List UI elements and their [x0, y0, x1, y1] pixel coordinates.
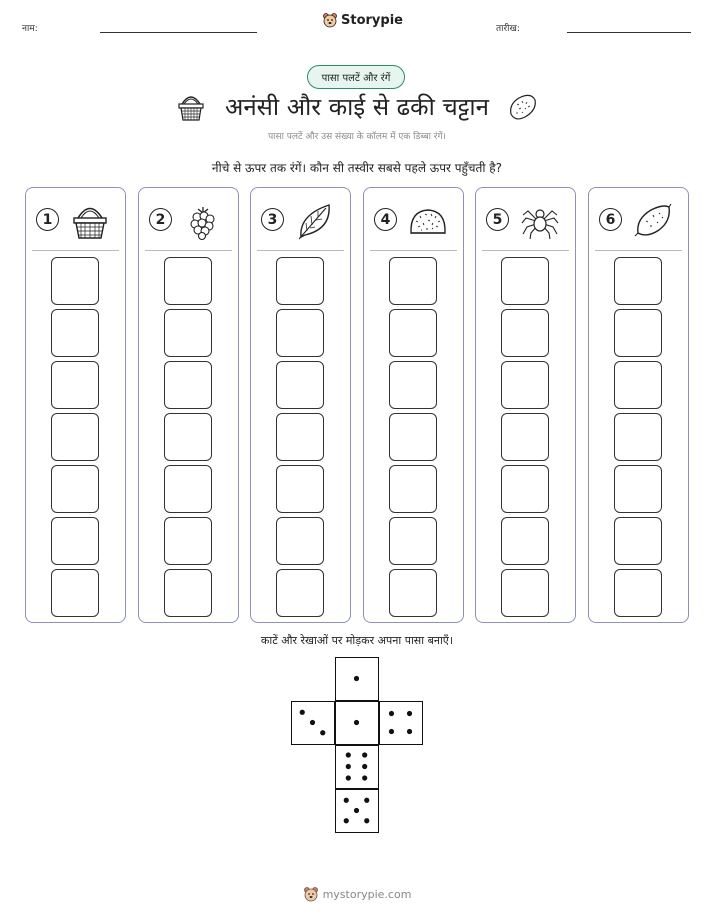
color-box[interactable]	[276, 309, 324, 357]
question-text: नीचे से ऊपर तक रंगें। कौन सी तस्वीर सबसे पहले ऊपर पहुँचती है?	[211, 161, 503, 175]
die-pip	[346, 752, 351, 757]
die-face-5	[335, 789, 379, 833]
color-box[interactable]	[164, 413, 212, 461]
color-box[interactable]	[614, 517, 662, 565]
die-pip	[354, 676, 359, 681]
die-pip	[310, 720, 315, 725]
raspberry-icon	[183, 201, 223, 241]
column-divider	[257, 250, 344, 251]
column-number: 3	[261, 208, 284, 231]
die-face-3	[291, 701, 335, 745]
bear-mascot-icon	[322, 12, 338, 28]
date-line[interactable]	[567, 32, 691, 33]
spider-icon	[520, 201, 560, 241]
column-divider	[595, 250, 682, 251]
page-title: अनंसी और काई से ढकी चट्टान	[225, 93, 489, 121]
die-pip	[346, 775, 351, 780]
die-pip	[389, 711, 394, 716]
die-pip	[300, 710, 305, 715]
color-box[interactable]	[501, 309, 549, 357]
color-box[interactable]	[276, 413, 324, 461]
color-box[interactable]	[51, 517, 99, 565]
name-line[interactable]	[100, 32, 257, 33]
color-box[interactable]	[501, 257, 549, 305]
column-divider	[482, 250, 569, 251]
column-divider	[32, 250, 119, 251]
color-box[interactable]	[614, 413, 662, 461]
leaf-icon	[295, 201, 335, 241]
column-number: 5	[486, 208, 509, 231]
die-pip	[407, 729, 412, 734]
die-pip	[354, 720, 359, 725]
color-box[interactable]	[51, 413, 99, 461]
color-box[interactable]	[501, 569, 549, 617]
die-face-6	[335, 745, 379, 789]
color-box[interactable]	[389, 569, 437, 617]
color-box[interactable]	[614, 309, 662, 357]
basket-icon	[70, 201, 110, 241]
die-face-1	[335, 701, 379, 745]
name-label: नाम:	[22, 24, 38, 34]
column-number: 4	[374, 208, 397, 231]
brand-logo	[322, 12, 403, 28]
bear-mascot-icon	[303, 886, 319, 902]
die-pip	[344, 818, 349, 823]
color-box[interactable]	[164, 361, 212, 409]
color-box[interactable]	[164, 309, 212, 357]
die-pip	[364, 798, 369, 803]
column-divider	[370, 250, 457, 251]
color-box[interactable]	[164, 517, 212, 565]
footer-url[interactable]: mystorypie.com	[322, 887, 412, 901]
color-box[interactable]	[501, 361, 549, 409]
color-box[interactable]	[389, 361, 437, 409]
die-pip	[364, 818, 369, 823]
color-box[interactable]	[501, 413, 549, 461]
color-box[interactable]	[164, 465, 212, 513]
color-box[interactable]	[614, 465, 662, 513]
die-pip	[389, 729, 394, 734]
column-3	[250, 187, 351, 623]
activity-pill: पासा पलटें और रंगें	[307, 65, 405, 89]
color-box[interactable]	[51, 309, 99, 357]
cut-instruction: काटें और रेखाओं पर मोड़कर अपना पासा बनाएँ।	[260, 634, 454, 647]
color-box[interactable]	[614, 257, 662, 305]
color-box[interactable]	[276, 465, 324, 513]
color-box[interactable]	[51, 465, 99, 513]
color-box[interactable]	[614, 361, 662, 409]
color-box[interactable]	[501, 517, 549, 565]
die-pip	[320, 730, 325, 735]
color-box[interactable]	[164, 569, 212, 617]
color-box[interactable]	[614, 569, 662, 617]
moss-rock-icon	[408, 201, 448, 241]
color-box[interactable]	[276, 569, 324, 617]
date-label: तारीख:	[496, 24, 520, 34]
color-box[interactable]	[51, 257, 99, 305]
die-face-1	[335, 657, 379, 701]
brand-name: Storypie	[341, 12, 403, 28]
color-box[interactable]	[276, 517, 324, 565]
die-pip	[346, 764, 351, 769]
color-box[interactable]	[389, 257, 437, 305]
title-moss-rock-icon	[507, 92, 537, 122]
color-box[interactable]	[276, 257, 324, 305]
color-box[interactable]	[389, 309, 437, 357]
color-box[interactable]	[51, 361, 99, 409]
die-pip	[362, 764, 367, 769]
color-box[interactable]	[51, 569, 99, 617]
column-2	[138, 187, 239, 623]
column-5	[475, 187, 576, 623]
die-pip	[354, 808, 359, 813]
footer	[0, 886, 714, 902]
column-number: 1	[36, 208, 59, 231]
instruction-subtitle: पासा पलटें और उस संख्या के कॉलम में एक डिब्बा रंगें।	[268, 132, 446, 142]
column-number: 2	[149, 208, 172, 231]
color-box[interactable]	[276, 361, 324, 409]
die-pip	[362, 752, 367, 757]
die-pip	[407, 711, 412, 716]
column-4	[363, 187, 464, 623]
column-number: 6	[599, 208, 622, 231]
color-box[interactable]	[389, 465, 437, 513]
die-face-4	[379, 701, 423, 745]
column-1	[25, 187, 126, 623]
color-box[interactable]	[164, 257, 212, 305]
color-box[interactable]	[501, 465, 549, 513]
column-divider	[145, 250, 232, 251]
color-box[interactable]	[389, 413, 437, 461]
die-pip	[362, 775, 367, 780]
column-6	[588, 187, 689, 623]
sweet-potato-icon	[633, 201, 673, 241]
color-box[interactable]	[389, 517, 437, 565]
die-pip	[344, 798, 349, 803]
